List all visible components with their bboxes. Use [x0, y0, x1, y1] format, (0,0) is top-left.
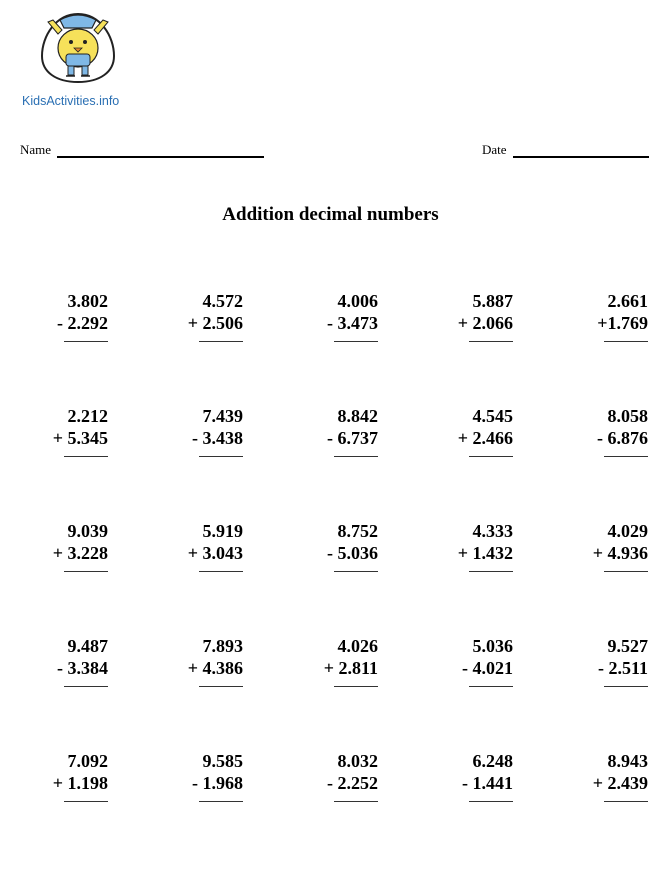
- problem: [153, 750, 243, 794]
- problem: [288, 520, 378, 564]
- name-blank-line[interactable]: [57, 142, 264, 158]
- answer-line[interactable]: [334, 801, 378, 802]
- bottom-number: - 3.473: [327, 313, 378, 333]
- top-number: 9.585: [202, 751, 243, 771]
- date-blank-line[interactable]: [513, 142, 649, 158]
- answer-line[interactable]: [604, 801, 648, 802]
- problem: [423, 405, 513, 449]
- bottom-number: - 6.737: [327, 428, 378, 448]
- chick-mascot-icon: [48, 15, 108, 76]
- top-number: 8.058: [607, 406, 648, 426]
- top-number: 5.036: [472, 636, 513, 656]
- bottom-number: - 6.876: [597, 428, 648, 448]
- answer-line[interactable]: [334, 571, 378, 572]
- problem: [288, 405, 378, 449]
- top-number: 8.032: [337, 751, 378, 771]
- problem: [558, 290, 648, 334]
- bottom-number: + 2.439: [592, 773, 648, 793]
- bottom-number: + 1.198: [52, 773, 108, 793]
- problem: [423, 290, 513, 334]
- answer-line[interactable]: [469, 801, 513, 802]
- bottom-number: - 1.441: [462, 773, 513, 793]
- top-number: 9.487: [67, 636, 108, 656]
- problem: [288, 290, 378, 334]
- problem: [153, 635, 243, 679]
- top-number: 2.661: [607, 291, 648, 311]
- answer-line[interactable]: [64, 801, 108, 802]
- brand-name: KidsActivities.info: [22, 94, 120, 108]
- problem: [558, 405, 648, 449]
- answer-line[interactable]: [604, 571, 648, 572]
- answer-line[interactable]: [469, 571, 513, 572]
- bottom-number: + 2.506: [187, 313, 243, 333]
- answer-line[interactable]: [199, 456, 243, 457]
- answer-line[interactable]: [469, 341, 513, 342]
- top-number: 5.887: [472, 291, 513, 311]
- problem: [18, 520, 108, 564]
- answer-line[interactable]: [199, 801, 243, 802]
- problem: [558, 750, 648, 794]
- worksheet-title: Addition decimal numbers: [222, 204, 439, 225]
- top-number: 3.802: [67, 291, 108, 311]
- problem: [558, 635, 648, 679]
- answer-line[interactable]: [64, 456, 108, 457]
- bottom-number: - 5.036: [327, 543, 378, 563]
- problem: [153, 290, 243, 334]
- bottom-number: - 1.968: [192, 773, 243, 793]
- top-number: 7.092: [67, 751, 108, 771]
- bottom-number: + 5.345: [52, 428, 108, 448]
- top-number: 4.026: [337, 636, 378, 656]
- bottom-number: - 2.252: [327, 773, 378, 793]
- bottom-number: + 4.386: [187, 658, 243, 678]
- problem: [288, 750, 378, 794]
- name-field: [20, 142, 264, 158]
- top-number: 4.333: [472, 521, 513, 541]
- top-number: 5.919: [202, 521, 243, 541]
- top-number: 8.943: [607, 751, 648, 771]
- answer-line[interactable]: [199, 686, 243, 687]
- answer-line[interactable]: [604, 341, 648, 342]
- bottom-number: - 2.292: [57, 313, 108, 333]
- problem: [423, 635, 513, 679]
- problem: [153, 405, 243, 449]
- bottom-number: - 3.438: [192, 428, 243, 448]
- answer-line[interactable]: [604, 686, 648, 687]
- answer-line[interactable]: [334, 341, 378, 342]
- top-number: 2.212: [67, 406, 108, 426]
- problem: [423, 750, 513, 794]
- name-label: Name: [20, 142, 52, 157]
- problem: [18, 405, 108, 449]
- kids-activities-logo: [28, 8, 128, 86]
- bottom-number: - 3.384: [57, 658, 108, 678]
- bottom-number: +1.769: [597, 313, 648, 333]
- top-number: 4.572: [202, 291, 243, 311]
- top-number: 4.029: [607, 521, 648, 541]
- problem: [18, 635, 108, 679]
- answer-line[interactable]: [64, 686, 108, 687]
- answer-line[interactable]: [64, 341, 108, 342]
- answer-line[interactable]: [334, 456, 378, 457]
- bottom-number: + 1.432: [457, 543, 513, 563]
- bottom-number: + 2.066: [457, 313, 513, 333]
- problem: [153, 520, 243, 564]
- answer-line[interactable]: [334, 686, 378, 687]
- problem: [558, 520, 648, 564]
- bottom-number: + 4.936: [592, 543, 648, 563]
- bottom-number: + 3.228: [52, 543, 108, 563]
- top-number: 4.545: [472, 406, 513, 426]
- bottom-number: - 2.511: [597, 658, 648, 678]
- problem: [288, 635, 378, 679]
- answer-line[interactable]: [64, 571, 108, 572]
- top-number: 7.893: [202, 636, 243, 656]
- bottom-number: + 2.466: [457, 428, 513, 448]
- date-field: [482, 142, 649, 158]
- top-number: 8.842: [337, 406, 378, 426]
- problem: [18, 290, 108, 334]
- problem: [423, 520, 513, 564]
- top-number: 6.248: [472, 751, 513, 771]
- top-number: 9.527: [607, 636, 648, 656]
- top-number: 9.039: [67, 521, 108, 541]
- top-number: 4.006: [337, 291, 378, 311]
- problem: [18, 750, 108, 794]
- answer-line[interactable]: [469, 686, 513, 687]
- bottom-number: + 2.811: [323, 658, 378, 678]
- answer-line[interactable]: [199, 571, 243, 572]
- answer-line[interactable]: [469, 456, 513, 457]
- bottom-number: - 4.021: [462, 658, 513, 678]
- bottom-number: + 3.043: [187, 543, 243, 563]
- top-number: 7.439: [202, 406, 243, 426]
- top-number: 8.752: [337, 521, 378, 541]
- answer-line[interactable]: [199, 341, 243, 342]
- date-label: Date: [482, 142, 507, 157]
- answer-line[interactable]: [604, 456, 648, 457]
